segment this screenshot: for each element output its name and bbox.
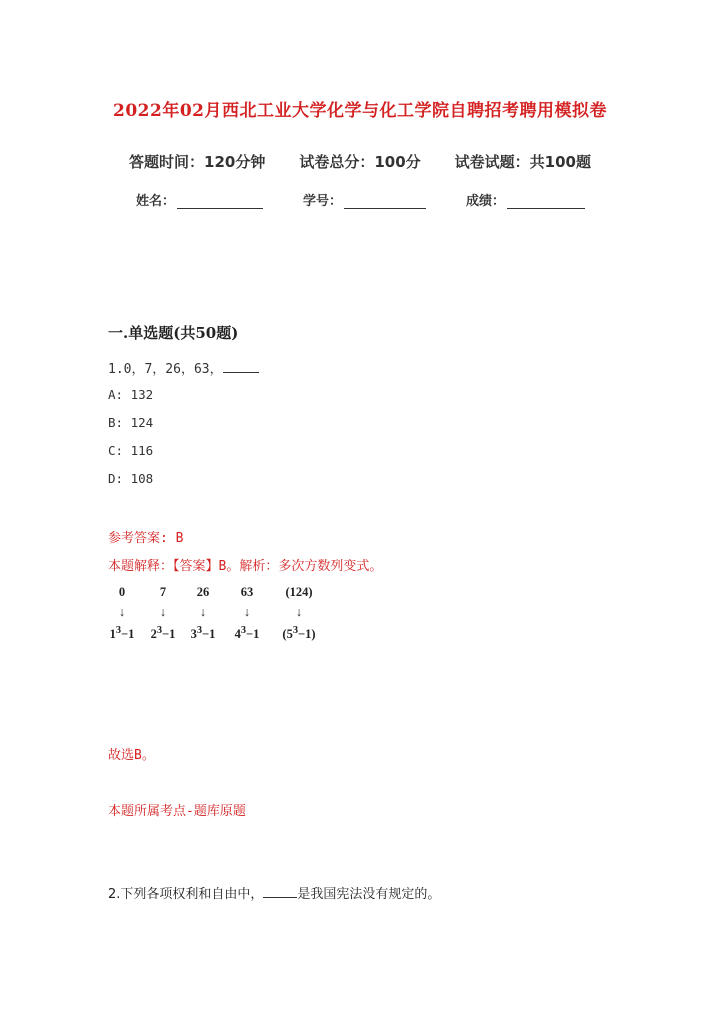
score-field [466,190,585,209]
question-2-blank [263,885,297,898]
explanation-text: 本题解释：【答案】B。解析：多次方数列变式。 [108,559,383,574]
exam-time: 答题时间：120分钟 [129,153,266,171]
name-label: 姓名： [136,194,176,209]
seq-base: 4 [234,627,241,642]
down-arrow-icon: ↓ [295,605,303,619]
seq-value: (124) [285,585,313,599]
seq-exponent: 3 [240,625,247,636]
score-blank [507,194,585,209]
option-d: D: 108 [108,471,154,486]
down-arrow-icon: ↓ [243,605,251,619]
conclusion-text: 故选B。 [108,748,155,763]
down-arrow-icon: ↓ [199,605,207,619]
student-info [136,190,585,209]
seq-suffix: −1 [202,627,216,642]
student-id-blank [344,194,426,209]
seq-suffix: −1 [121,627,135,642]
seq-suffix: −1 [298,627,312,642]
question-1-text: 1.0，7，26，63， [108,362,223,377]
seq-exponent: 3 [156,625,163,636]
seq-expression [222,625,272,642]
question-1 [108,358,259,377]
exam-title: 2022年02月西北工业大学化学与化工学院自聘招考聘用模拟卷 [113,101,607,121]
exam-question-count: 试卷试题：共100题 [454,153,591,171]
exam-meta [0,151,720,172]
option-c: C: 116 [108,443,154,458]
student-id-label: 学号： [303,194,343,209]
option-a: A: 132 [108,387,154,402]
answer-text: 参考答案: B [108,531,184,546]
student-id-field [303,190,426,209]
option-b: B: 124 [108,415,154,430]
seq-base: 5 [286,627,293,642]
down-arrow-icon: ↓ [159,605,167,619]
name-field [136,190,263,209]
seq-exponent: 3 [115,625,122,636]
seq-value: 7 [159,585,167,599]
question-1-blank [223,360,259,373]
down-arrow-icon: ↓ [118,605,126,619]
question-2 [108,883,440,902]
score-label: 成绩： [466,194,506,209]
source-text: 本题所属考点-题库原题 [108,804,246,819]
seq-exponent: 3 [196,625,203,636]
exam-total-score: 试卷总分：100分 [299,153,421,171]
question-2-text-after: 是我国宪法没有规定的。 [297,887,441,902]
seq-suffix: −1 [162,627,176,642]
seq-base: 1 [109,627,116,642]
seq-value: 0 [118,585,126,599]
seq-suffix: −1 [246,627,260,642]
seq-exponent: 3 [292,625,299,636]
section-title: 一.单选题(共50题) [108,324,239,342]
seq-value: 63 [240,585,254,599]
seq-expression: $(5^3-1)$ [282,625,316,642]
seq-base: 3 [190,627,197,642]
seq-value: 26 [196,585,210,599]
name-blank [177,194,263,209]
seq-expression [178,625,228,642]
question-2-text-before: 2.下列各项权利和自由中， [108,887,264,902]
seq-base: 2 [150,627,157,642]
